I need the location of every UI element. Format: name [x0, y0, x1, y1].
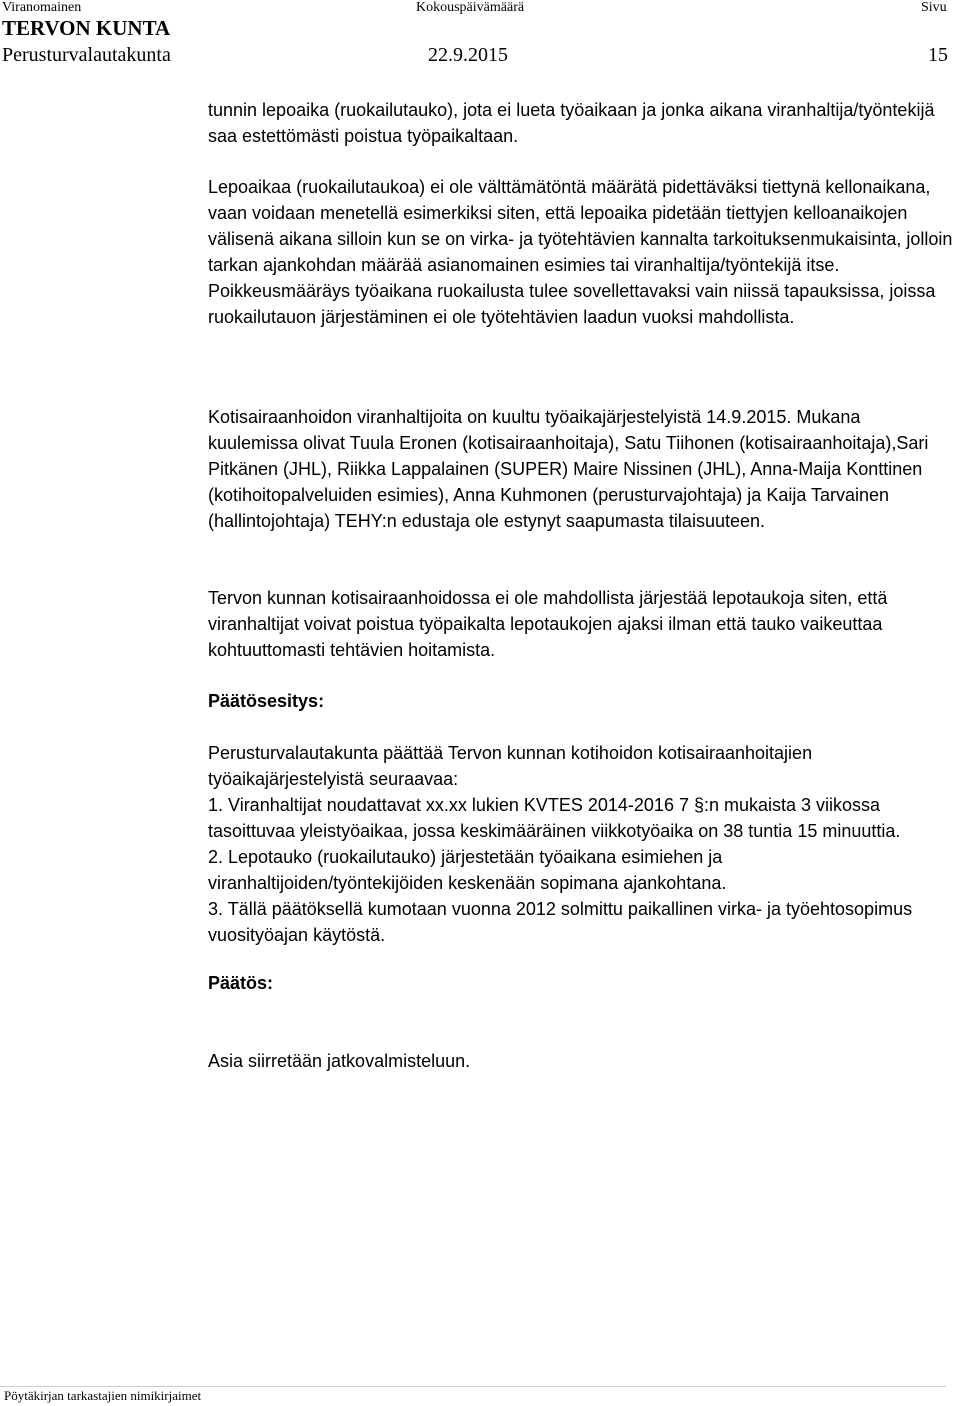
paragraph-hearing: Kotisairaanhoidon viranhaltijoita on kuultu työaikajärjestelyistä 14.9.2015. Mukana kuulemissa olivat Tuula Eronen (kotisairaanhoitaja), Satu Tiihonen (kotisairaanhoitaja),Sari Pitkänen (JHL), Riikka Lappalainen (SUPER) Maire Nissinen (JHL), Anna-Maija Konttinen (kotihoitopalveluiden esimies), Anna Kuhmonen (perusturvajohtaja) ja Kaija Tarvainen (hallintojohtaja) TEHY:n edustaja ole estynyt saapumasta tilaisuuteen.	[208, 407, 929, 531]
proposal-item-2: 2. Lepotauko (ruokailutauko) järjestetään työaikana esimiehen ja viranhaltijoiden/työntekijöiden keskenään sopimana ajankohtana.	[208, 847, 727, 893]
header-label-official: Viranomainen	[2, 0, 82, 15]
decision-heading: Päätös:	[208, 973, 274, 993]
proposal-item-1: 1. Viranhaltijat noudattavat xx.xx lukien KVTES 2014-2016 7 §:n mukaista 3 viikossa tasoittuvaa yleistyöaikaa, jossa keskimääräinen viikkotyöaika on 38 tuntia 15 minuuttia.	[208, 795, 901, 841]
header-label-page: Sivu	[921, 0, 947, 15]
decision-text: Asia siirretään jatkovalmisteluun.	[208, 1051, 471, 1071]
proposal-block	[208, 740, 953, 948]
header-board: Perusturvalautakunta	[2, 44, 171, 66]
proposal-heading: Päätösesitys:	[208, 691, 325, 711]
header-label-meeting-date: Kokouspäivämäärä	[416, 0, 525, 15]
footer-signatures-label: Pöytäkirjan tarkastajien nimikirjaimet	[4, 1388, 202, 1403]
paragraph-lunch-break-rules: Lepoaikaa (ruokailutaukoa) ei ole välttämätöntä määrätä pidettäväksi tiettynä kellonaikana, vaan voidaan menetellä esimerkiksi siten, että lepoaika pidetään tiettyjen kelloanaikojen välisenä aikana silloin kun se on virka- ja työtehtävien kannalta tarkoituksenmukaisinta, jolloin tarkan ajankohdan määrää asianomainen esimies tai viranhaltija/työntekijä itse. Poikkeusmääräys työaikana ruokailusta tulee sovellettavaksi vain niissä tapauksissa, joissa ruokailutauon järjestäminen ei ole työtehtävien laadun vuoksi mahdollista.	[208, 177, 953, 327]
footer-divider	[0, 1386, 946, 1387]
paragraph-conclusion: Tervon kunnan kotisairaanhoidossa ei ole mahdollista järjestää lepotaukoja siten, että viranhaltijat voivat poistua työpaikalta lepotaukojen ajaksi ilman että tauko vaikeuttaa kohtuuttomasti tehtävien hoitamista.	[208, 588, 888, 660]
proposal-item-3: 3. Tällä päätöksellä kumotaan vuonna 2012 solmittu paikallinen virka- ja työehtosopimus vuosityöajan käytöstä.	[208, 899, 913, 945]
header-page-number: 15	[928, 44, 948, 66]
header-date: 22.9.2015	[428, 44, 508, 66]
proposal-intro: Perusturvalautakunta päättää Tervon kunnan kotihoidon kotisairaanhoitajien työaikajärjestelyistä seuraavaa:	[208, 743, 813, 789]
paragraph-rest-period: tunnin lepoaika (ruokailutauko), jota ei lueta työaikaan ja jonka aikana viranhaltija/työntekijä saa estettömästi poistua työpaikaltaan.	[208, 100, 935, 146]
header-organization: TERVON KUNTA	[2, 16, 171, 40]
